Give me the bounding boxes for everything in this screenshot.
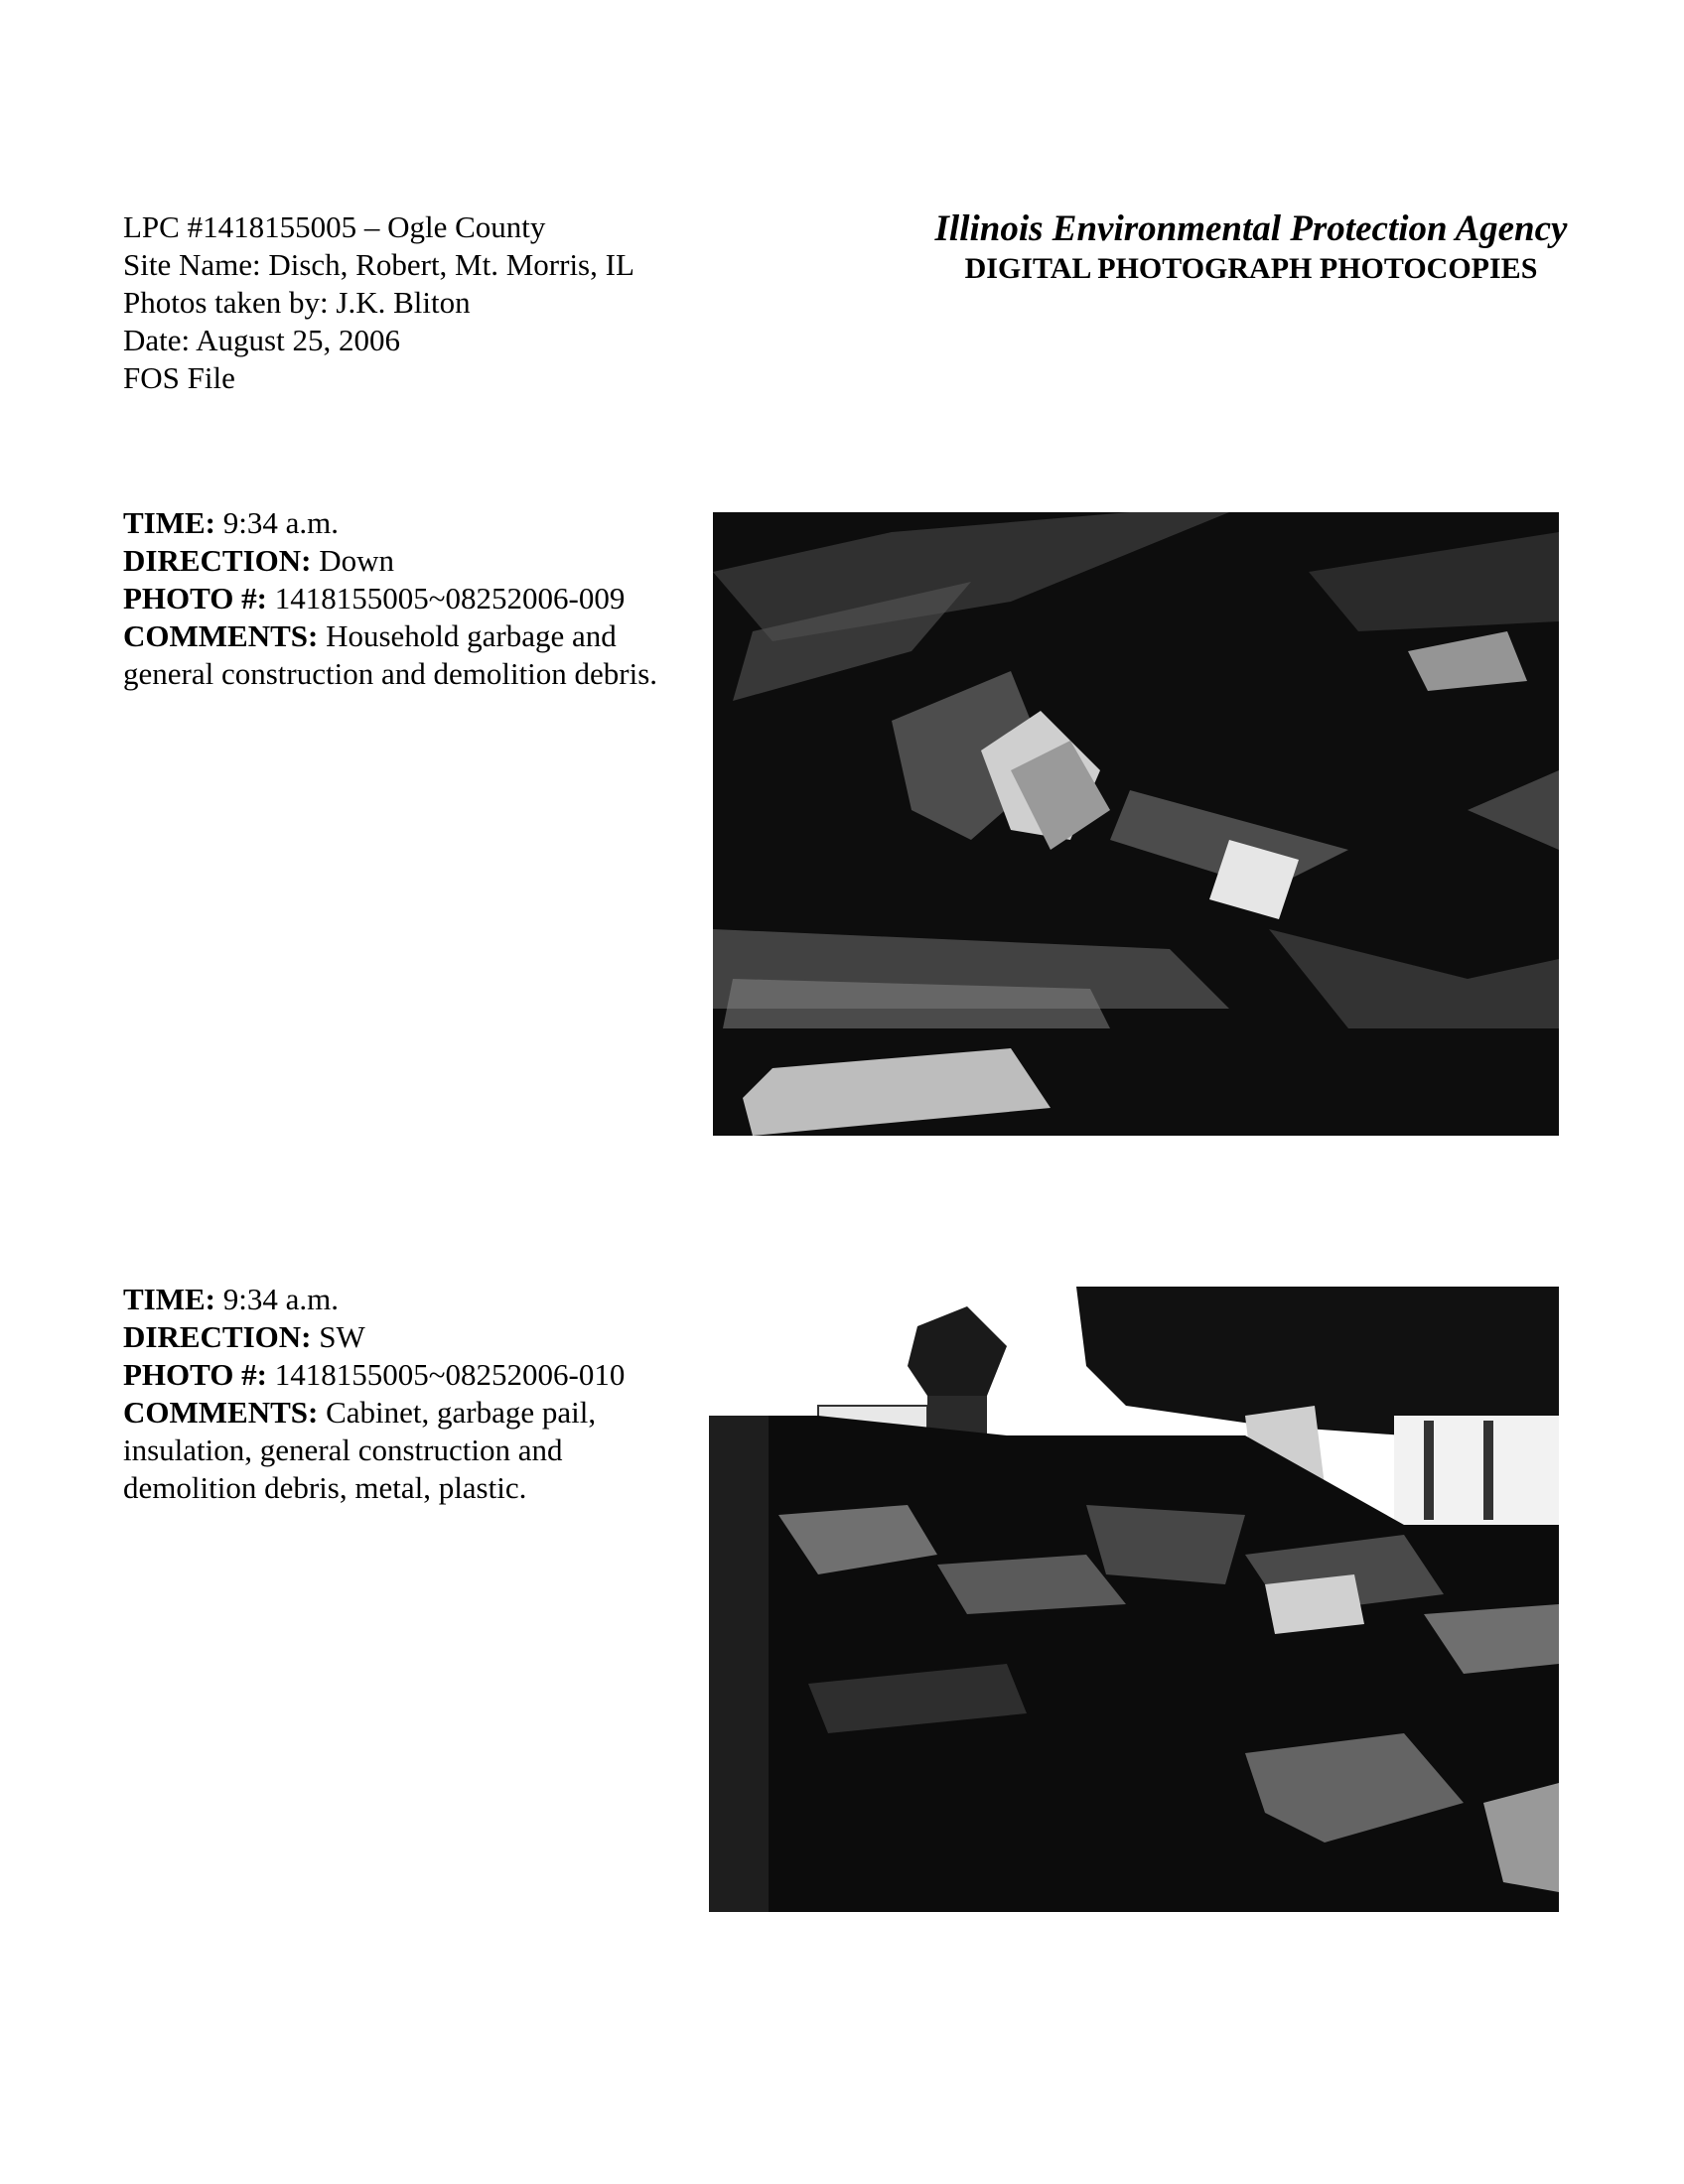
file-line: FOS File [123,360,235,395]
comments-label: COMMENTS: [123,618,319,653]
comments-value: Household garbage and general construction and demolition debris. [123,618,658,691]
photo-1-debris-image [713,512,1559,1136]
photo-entry-1-caption [123,504,679,693]
time-value: 9:34 a.m. [222,505,339,540]
photo-number-label: PHOTO #: [123,581,267,615]
comments-label: COMMENTS: [123,1395,319,1430]
photo-number-value: 1418155005~08252006-010 [274,1357,626,1392]
lpc-line: LPC #1418155005 – Ogle County [123,209,546,244]
direction-value: Down [319,543,394,578]
agency-block [894,208,1609,288]
time-label: TIME: [123,505,215,540]
comments-value: Cabinet, garbage pail, insulation, general construction and demolition debris, metal, plastic. [123,1395,597,1505]
photo-2-debris-image [709,1287,1559,1912]
photo-number-label: PHOTO #: [123,1357,267,1392]
photos-taken-by-line: Photos taken by: J.K. Bliton [123,285,471,320]
time-value: 9:34 a.m. [222,1282,339,1316]
document-subtitle: DIGITAL PHOTOGRAPH PHOTOCOPIES [964,252,1538,285]
photo-entry-2-caption [123,1281,679,1507]
direction-label: DIRECTION: [123,1319,312,1354]
time-label: TIME: [123,1282,215,1316]
site-name-line: Site Name: Disch, Robert, Mt. Morris, IL [123,247,634,282]
date-line: Date: August 25, 2006 [123,323,400,357]
photo-number-value: 1418155005~08252006-009 [274,581,626,615]
site-info-block [123,208,634,397]
agency-name: Illinois Environmental Protection Agency [934,208,1568,249]
direction-label: DIRECTION: [123,543,312,578]
direction-value: SW [319,1319,365,1354]
